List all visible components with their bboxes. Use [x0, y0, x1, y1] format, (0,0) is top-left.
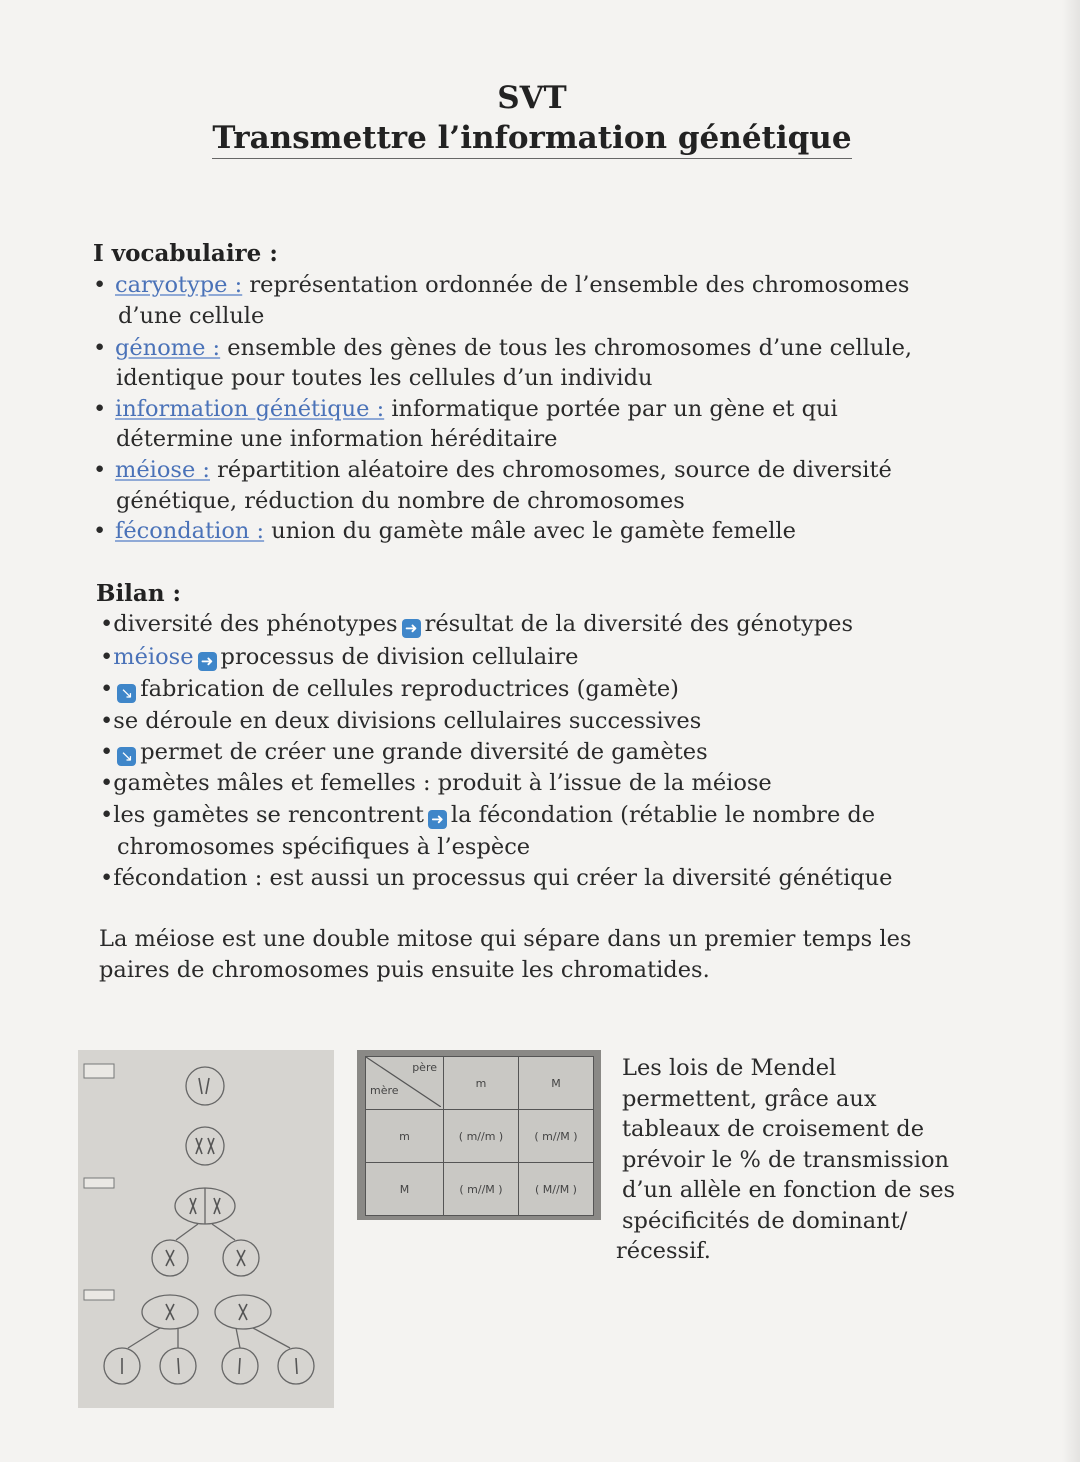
- vocab-def-cont: génétique, réduction du nombre de chromosomes: [116, 488, 685, 514]
- row-header: m: [366, 1110, 444, 1163]
- bilan-item: •méiose ➜ processus de division cellulaire: [100, 644, 579, 670]
- vocab-item: • fécondation : union du gamète mâle avec le gamète femelle: [93, 518, 796, 544]
- page-title: Transmettre l’information génétique: [0, 120, 1072, 156]
- subject-title: SVT: [497, 80, 567, 116]
- bilan-item: • ↘ fabrication de cellules reproductrices (gamète): [100, 676, 679, 702]
- arrow-down-right-icon: ↘: [117, 684, 136, 703]
- meiosis-drawing: [78, 1050, 334, 1408]
- vocab-item: • information génétique : informatique portée par un gène et qui: [93, 396, 838, 422]
- vocab-def-cont: détermine une information héréditaire: [116, 426, 558, 452]
- cross-cell: ( m//M ): [519, 1110, 594, 1163]
- cross-cell: ( m//M ): [444, 1163, 519, 1216]
- meiosis-diagram: [78, 1050, 334, 1408]
- mendel-paragraph: Les lois de Mendel permettent, grâce aux tableaux de croisement de prévoir le % de transmission d’un allèle en fonction de ses spécificités de dominant/ récessif.: [616, 1055, 956, 1264]
- corner-cell: [366, 1057, 444, 1110]
- vocabulaire-heading: I vocabulaire :: [93, 240, 278, 267]
- bilan-item: •fécondation : est aussi un processus qui créer la diversité génétique: [100, 865, 893, 891]
- vocab-def-cont: d’une cellule: [118, 303, 265, 329]
- vocab-def-cont: identique pour toutes les cellules d’un individu: [116, 365, 653, 391]
- vocab-term: caryotype :: [115, 272, 243, 298]
- cross-cell: ( M//M ): [519, 1163, 594, 1216]
- vocab-item: • génome : ensemble des gènes de tous les chromosomes d’une cellule,: [93, 335, 913, 361]
- punnett-square: [357, 1050, 601, 1220]
- vocab-term: méiose :: [115, 457, 210, 483]
- mere-label: mère: [370, 1084, 399, 1097]
- pere-label: père: [412, 1061, 437, 1074]
- row-header: M: [366, 1163, 444, 1216]
- vocab-term: fécondation :: [115, 518, 265, 544]
- arrow-right-icon: ➜: [428, 810, 447, 829]
- cross-table: [365, 1056, 594, 1216]
- col-header: m: [444, 1057, 519, 1110]
- vocab-item: • méiose : répartition aléatoire des chromosomes, source de diversité: [93, 457, 892, 483]
- bilan-item: • ↘ permet de créer une grande diversité de gamètes: [100, 739, 708, 765]
- arrow-down-right-icon: ↘: [117, 747, 136, 766]
- vocab-item: • caryotype : représentation ordonnée de l’ensemble des chromosomes: [93, 272, 910, 298]
- bilan-item-cont: chromosomes spécifiques à l’espèce: [117, 834, 531, 860]
- cross-cell: ( m//m ): [444, 1110, 519, 1163]
- arrow-right-icon: ➜: [198, 652, 217, 671]
- col-header: M: [519, 1057, 594, 1110]
- vocab-term: génome :: [115, 335, 221, 361]
- bilan-item: •les gamètes se rencontrent ➜ la fécondation (rétablie le nombre de: [100, 802, 876, 828]
- bilan-heading: Bilan :: [96, 580, 182, 607]
- page-edge: [1062, 0, 1080, 1462]
- bilan-item: •se déroule en deux divisions cellulaires successives: [100, 708, 702, 734]
- bilan-item: •diversité des phénotypes ➜ résultat de la diversité des génotypes: [100, 611, 854, 637]
- bilan-item: •gamètes mâles et femelles : produit à l’issue de la méiose: [100, 770, 772, 796]
- summary-paragraph: La méiose est une double mitose qui sépare dans un premier temps les paires de chromosomes puis ensuite les chromatides.: [99, 926, 912, 983]
- vocab-term: information génétique :: [115, 396, 385, 422]
- arrow-right-icon: ➜: [402, 619, 421, 638]
